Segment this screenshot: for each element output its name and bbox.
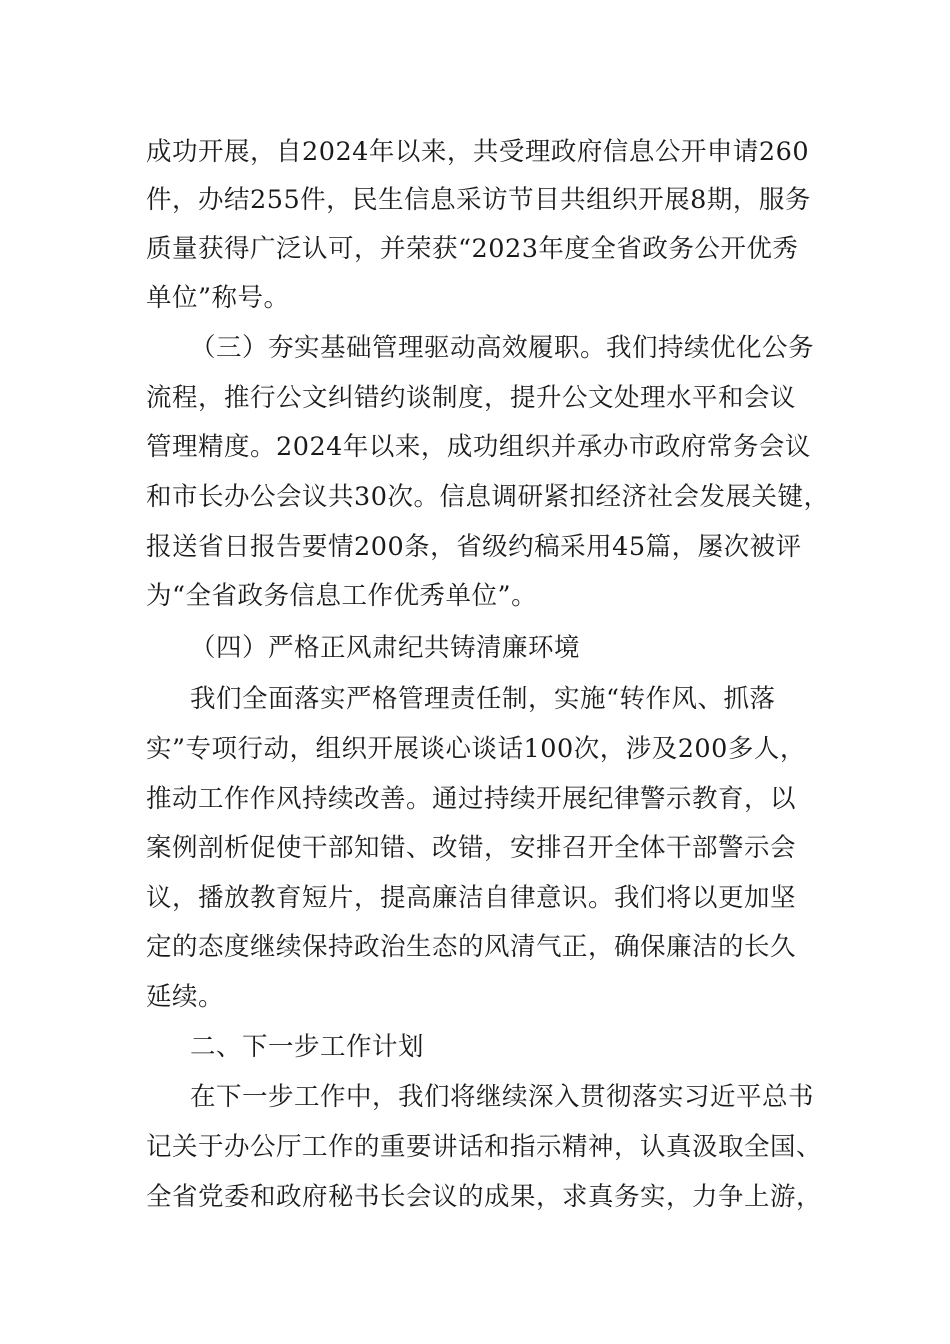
text-line-16: 议，播放教育短片，提高廉洁自律意识。我们将以更加坚 xyxy=(146,883,797,913)
text-line-18: 延续。 xyxy=(146,982,225,1012)
section-heading-4: （四）严格正风肃纪共铸清廉环境 xyxy=(190,633,581,663)
text-line-9: 报送省日报告要情200条，省级约稿采用45篇，屡次被评 xyxy=(146,532,802,562)
text-line-13: 实”专项行动，组织开展谈心谈话100次，涉及200多人， xyxy=(146,734,806,764)
section-heading-3: （三）夯实基础管理驱动高效履职。我们持续优化公务 xyxy=(190,333,815,363)
text-line-6: 流程，推行公文纠错约谈制度，提升公文处理水平和会议 xyxy=(146,383,797,413)
text-line-21: 记关于办公厅工作的重要讲话和指示精神，认真汲取全国、 xyxy=(146,1132,823,1162)
text-line-20: 在下一步工作中，我们将继续深入贯彻落实习近平总书 xyxy=(190,1082,815,1112)
text-line-1: 成功开展，自2024年以来，共受理政府信息公开申请260 xyxy=(146,137,810,167)
text-line-7: 管理精度。2024年以来，成功组织并承办市政府常务会议 xyxy=(146,432,811,462)
text-line-3: 质量获得广泛认可，并荣获“2023年度全省政务公开优秀 xyxy=(146,234,799,264)
section-heading-next-plan: 二、下一步工作计划 xyxy=(190,1032,425,1062)
text-line-4: 单位”称号。 xyxy=(146,283,290,313)
text-line-10: 为“全省政务信息工作优秀单位”。 xyxy=(146,581,538,611)
text-line-22: 全省党委和政府秘书长会议的成果，求真务实，力争上游， xyxy=(146,1182,823,1212)
text-line-14: 推动工作作风持续改善。通过持续开展纪律警示教育，以 xyxy=(146,784,797,814)
text-line-17: 定的态度继续保持政治生态的风清气正，确保廉洁的长久 xyxy=(146,932,797,962)
text-line-2: 件，办结255件，民生信息采访节目共组织开展8期，服务 xyxy=(146,185,811,215)
text-line-8: 和市长办公会议共30次。信息调研紧扣经济社会发展关键， xyxy=(146,482,830,512)
text-line-15: 案例剖析促使干部知错、改错，安排召开全体干部警示会 xyxy=(146,833,797,863)
text-line-12: 我们全面落实严格管理责任制，实施“转作风、抓落 xyxy=(190,684,776,714)
